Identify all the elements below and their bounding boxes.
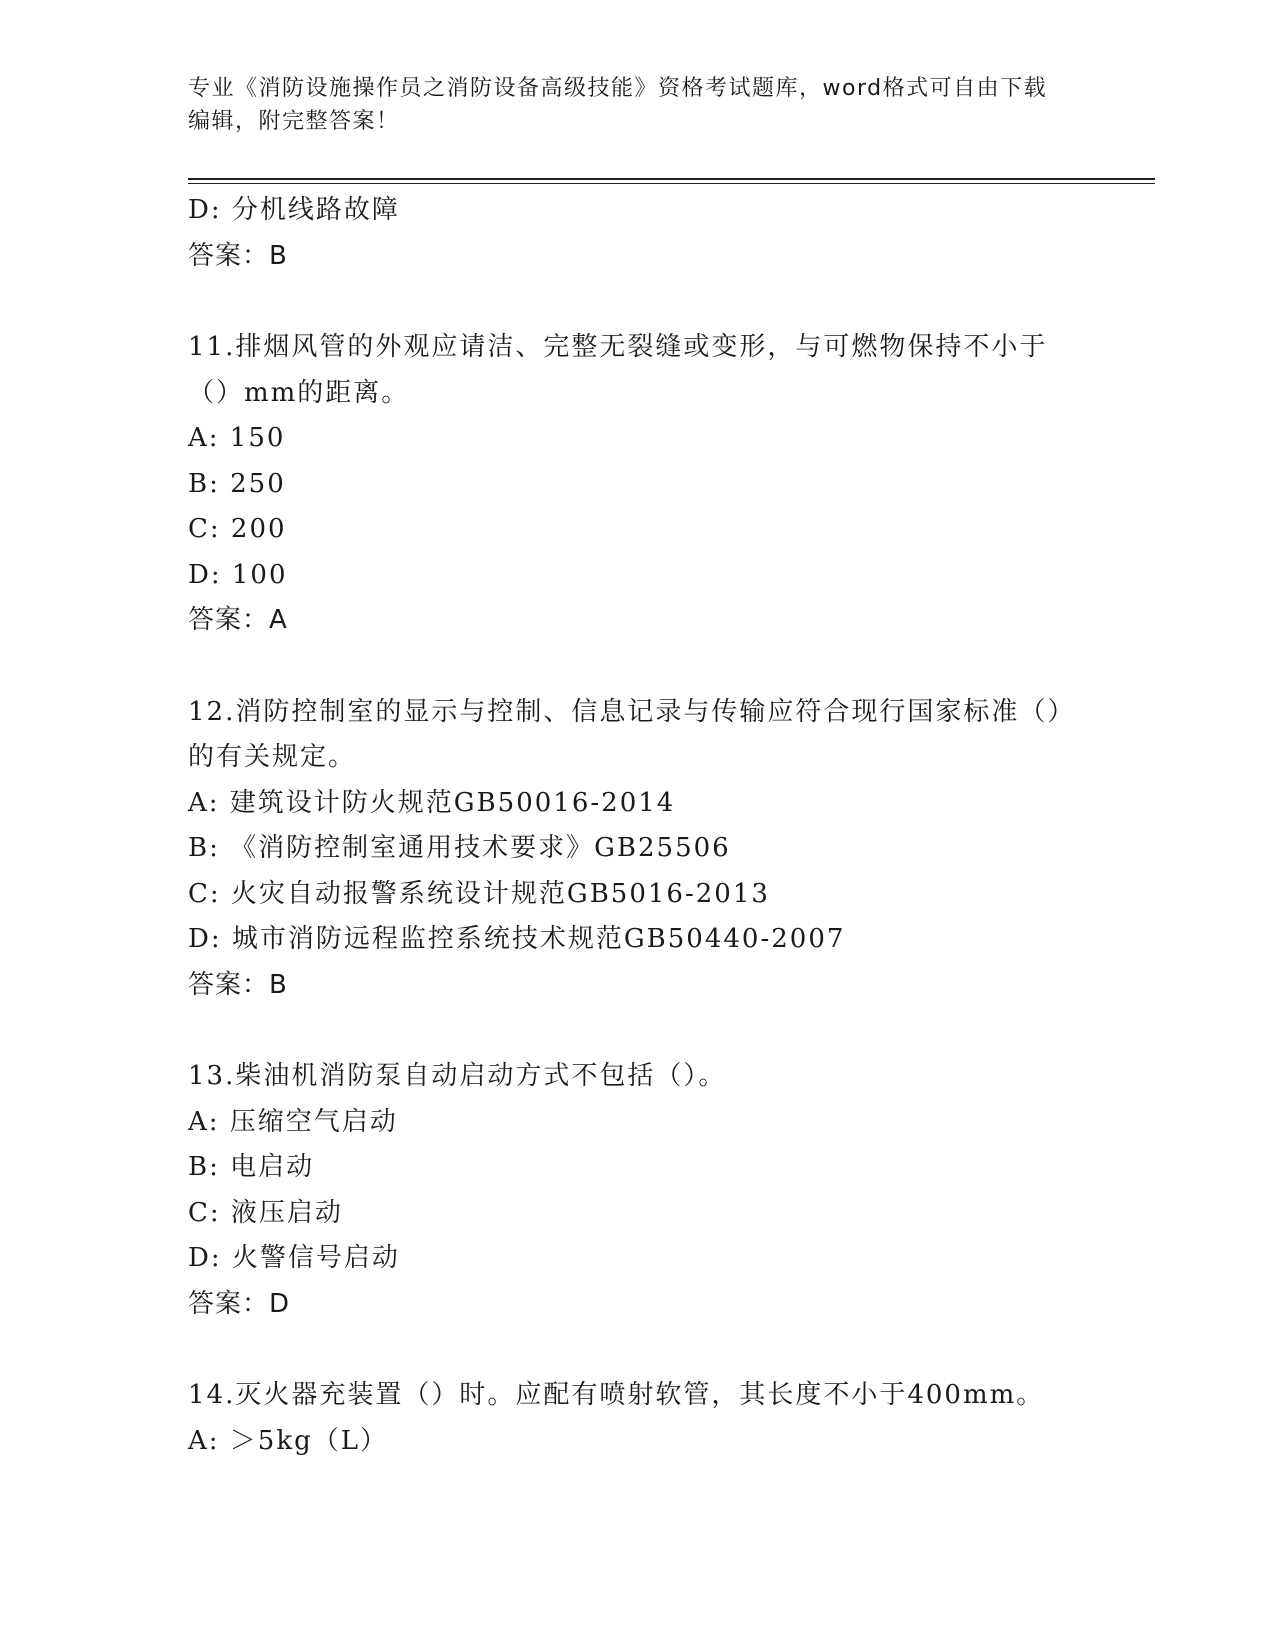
question-14 bbox=[188, 1373, 1088, 1464]
header-divider-thin bbox=[188, 183, 1155, 184]
answer-line: 答案：B bbox=[188, 969, 288, 1000]
question-list bbox=[188, 188, 1088, 1464]
question-text: 14.灭火器充装置（）时。应配有喷射软管，其长度不小于400mm。 bbox=[188, 1380, 1045, 1410]
option-a: A: 压缩空气启动 bbox=[188, 1106, 398, 1137]
option-b: B: 250 bbox=[188, 468, 286, 499]
header-divider-thick bbox=[188, 178, 1155, 180]
option-d: D: 分机线路故障 bbox=[188, 195, 400, 225]
previous-question-tail bbox=[188, 188, 1088, 279]
option-b: B: 《消防控制室通用技术要求》GB25506 bbox=[188, 833, 731, 863]
header-intro: 专业《消防设施操作员之消防设备高级技能》资格考试题库，word格式可自由下载编辑，附完整答案！ bbox=[188, 76, 1048, 134]
question-13 bbox=[188, 1054, 1088, 1327]
question-text: 12.消防控制室的显示与控制、信息记录与传输应符合现行国家标准（）的有关规定。 bbox=[188, 696, 1076, 772]
question-text: 13.柴油机消防泵自动启动方式不包括（）。 bbox=[188, 1061, 727, 1091]
answer-line: 答案：A bbox=[188, 605, 288, 635]
answer-line: 答案：D bbox=[188, 1288, 291, 1319]
question-12 bbox=[188, 690, 1088, 1009]
option-c: C: 液压启动 bbox=[188, 1197, 343, 1228]
option-a: A: 150 bbox=[188, 423, 286, 453]
question-11 bbox=[188, 325, 1088, 644]
option-a: A: ＞5kg（L） bbox=[188, 1425, 389, 1456]
option-c: C: 火灾自动报警系统设计规范GB5016-2013 bbox=[188, 878, 770, 909]
option-b: B: 电启动 bbox=[188, 1152, 315, 1182]
answer-line: 答案：B bbox=[188, 240, 288, 271]
option-a: A: 建筑设计防火规范GB50016-2014 bbox=[188, 787, 676, 818]
option-d: D: 100 bbox=[188, 559, 288, 590]
option-d: D: 火警信号启动 bbox=[188, 1243, 400, 1273]
option-d: D: 城市消防远程监控系统技术规范GB50440-2007 bbox=[188, 924, 846, 954]
question-text: 11.排烟风管的外观应请洁、完整无裂缝或变形，与可燃物保持不小于（）mm的距离。 bbox=[188, 332, 1048, 408]
option-c: C: 200 bbox=[188, 514, 287, 544]
